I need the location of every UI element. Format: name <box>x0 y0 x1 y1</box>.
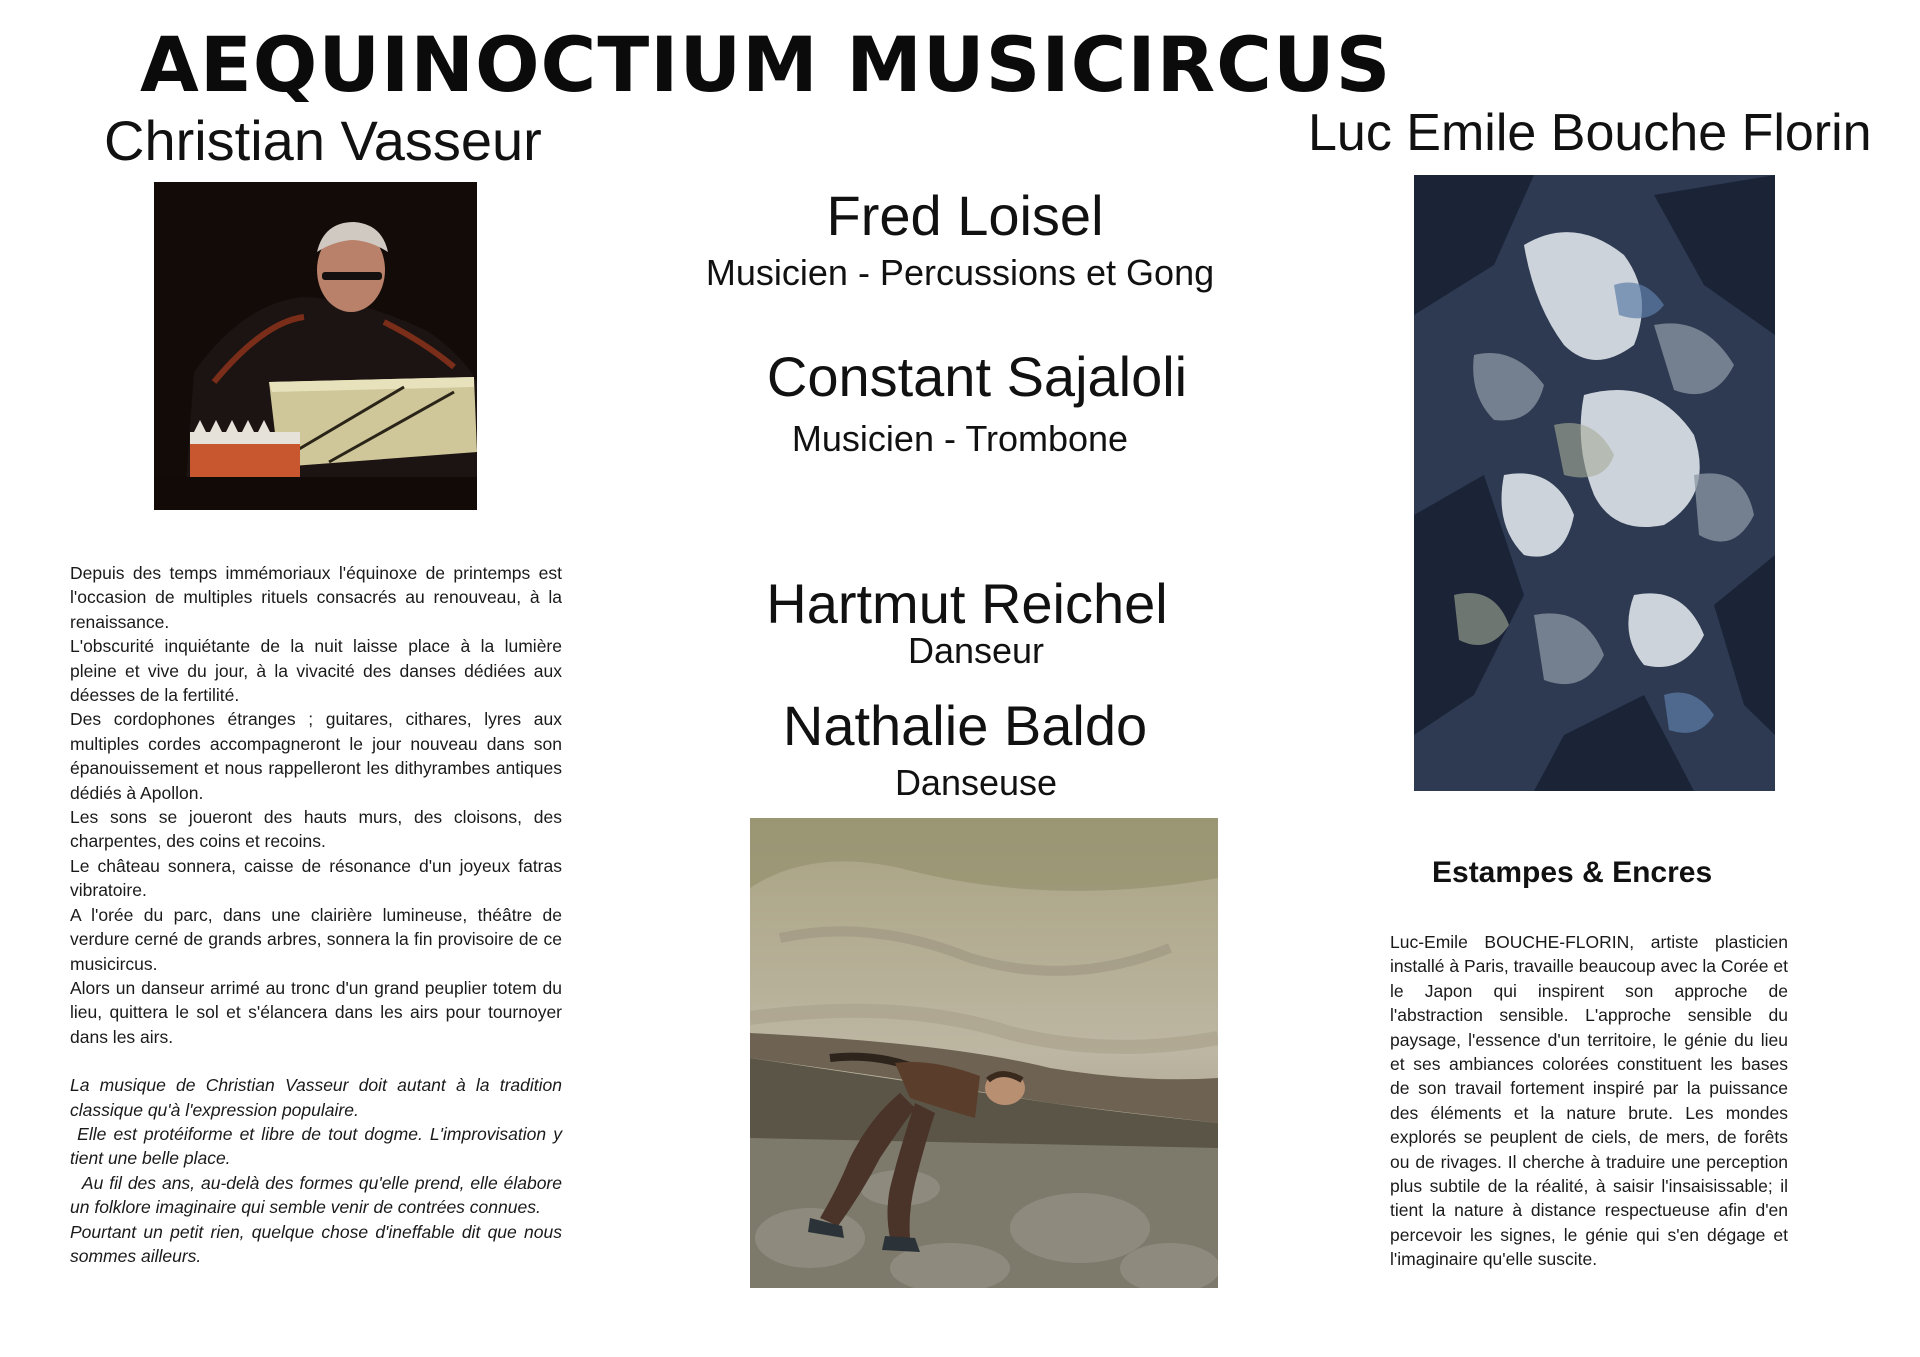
left-paragraph: Le château sonnera, caisse de résonance d'un joyeux fatras vibratoire. <box>70 855 562 901</box>
dancer-photo <box>750 818 1218 1288</box>
left-paragraph: Des cordophones étranges ; guitares, cithares, lyres aux multiples cordes accompagneront le jour nouveau dans son épanouissement et nous rappelleront les dithyrambes antiques dédiés à Apollon. <box>70 709 562 803</box>
left-italic-paragraph: La musique de Christian Vasseur doit autant à la tradition classique qu'à l'expression populaire. <box>70 1075 562 1120</box>
performer-role-nathalie-baldo: Danseuse <box>894 762 1058 803</box>
right-description <box>1390 930 1788 1272</box>
left-paragraph: Les sons se joueront des hauts murs, des cloisons, des charpentes, des coins et recoins. <box>70 807 562 852</box>
performer-name-constant-sajaloli: Constant Sajaloli <box>766 345 1188 408</box>
performer-role-hartmut-reichel: Danseur <box>907 630 1045 671</box>
left-paragraph: Alors un danseur arrimé au tronc d'un grand peuplier totem du lieu, quittera le sol et s'élancera dans les airs pour tournoyer dans les airs. <box>70 977 562 1047</box>
artwork-print-image <box>1414 175 1775 791</box>
left-paragraph: A l'orée du parc, dans une clairière lumineuse, théâtre de verdure cerné de grands arbres, sonnera la fin provisoire de ce musicircus. <box>70 904 562 974</box>
artist-name-christian-vasseur: Christian Vasseur <box>104 109 542 172</box>
musician-photo <box>154 182 477 510</box>
right-paragraph: Luc-Emile BOUCHE-FLORIN, artiste plasticien installé à Paris, travaille beaucoup avec la Corée et le Japon qui inspirent son approche de l'abstraction sensible. L'approche sensible du paysage, l'essence d'un territoire, le génie du lieu et ses ambiances colorées constituent les bases de son travail fortement inspiré par la puissance des éléments et la nature brute. Les mondes explorés se peuplent de ciels, de mers, de forêts ou de rivages. Il cherche à traduire une perception plus subtile de la réalité, à saisir l'insaisissable; il tient la nature à distance respectueuse afin d'en percevoir les signes, le génie qui s'en dégage et l'imaginaire qu'elle suscite. <box>1390 932 1788 1270</box>
performer-role-constant-sajaloli: Musicien - Trombone <box>791 418 1129 459</box>
performer-role-fred-loisel: Musicien - Percussions et Gong <box>705 252 1215 293</box>
dancer-photo-image <box>750 818 1218 1288</box>
performer-name-fred-loisel: Fred Loisel <box>826 184 1104 247</box>
paragraph-spacer <box>70 1049 562 1073</box>
right-subheading: Estampes & Encres <box>1432 856 1713 889</box>
left-italic-paragraph: Au fil des ans, au-delà des formes qu'elle prend, elle élabore un folklore imaginaire qui semble venir de contrées connues. <box>70 1172 567 1218</box>
page-title: AEQUINOCTIUM MUSICIRCUS <box>140 20 1392 109</box>
performer-name-hartmut-reichel: Hartmut Reichel <box>766 572 1168 635</box>
artist-name-luc-emile-bouche-florin: Luc Emile Bouche Florin <box>1308 104 1872 162</box>
left-italic-paragraph: Elle est protéiforme et libre de tout dogme. L'improvisation y tient une belle place. <box>70 1123 567 1169</box>
left-paragraph: L'obscurité inquiétante de la nuit laisse place à la lumière pleine et vive du jour, à la vivacité des danses dédiées aux déesses de la fertilité. <box>70 636 562 706</box>
left-description <box>70 561 567 1268</box>
performer-name-nathalie-baldo: Nathalie Baldo <box>782 694 1148 757</box>
artwork-print <box>1414 175 1775 791</box>
left-paragraph: Depuis des temps immémoriaux l'équinoxe de printemps est l'occasion de multiples rituels consacrés au renouveau, à la renaissance. <box>70 563 562 632</box>
musician-photo-image <box>154 182 477 510</box>
left-italic-paragraph: Pourtant un petit rien, quelque chose d'ineffable dit que nous sommes ailleurs. <box>70 1221 562 1266</box>
